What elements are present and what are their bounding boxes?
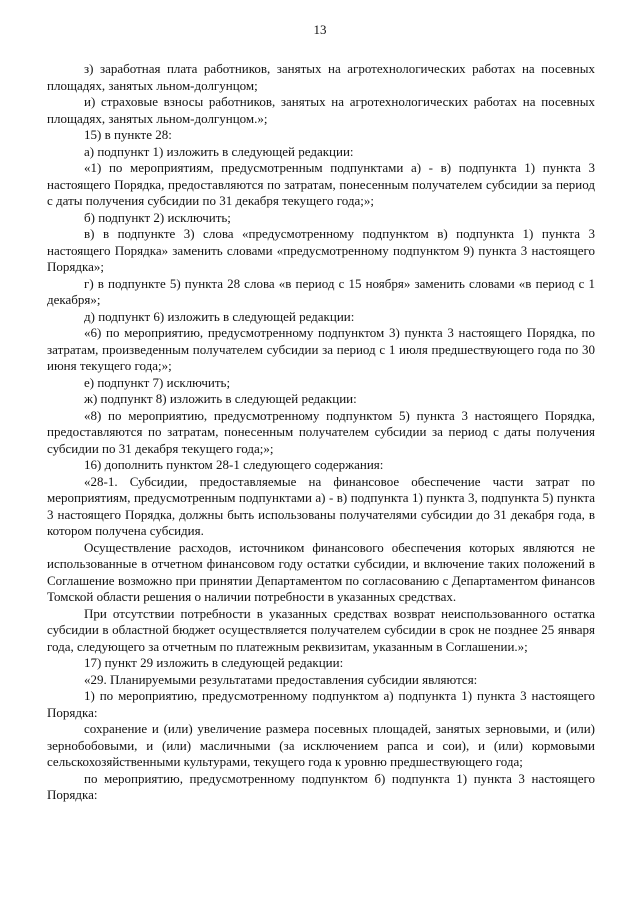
- paragraph-15a: а) подпункт 1) изложить в следующей редакции:: [84, 143, 354, 159]
- paragraph-28-1: «1) по мероприятиям, предусмотренным подпунктами а) - в) подпункта 1) пункта 3 настоящего Порядка, предоставляются по затратам, понесенным получателем субсидии за период с даты получения субсидии по 31 декабря текущего года;»;: [47, 160, 595, 208]
- paragraph-z: з) заработная плата работников, занятых на агротехнологических работах на посевных площадях, занятых льном-долгунцом;: [47, 61, 595, 93]
- paragraph-15v: в) в подпункте 3) слова «предусмотренному подпунктом в) подпункта 1) пункта 3 настоящего Порядка» заменить словами «предусмотренному подпунктом 9) пункта 3 настоящего Порядка»;: [47, 226, 595, 274]
- paragraph-item-17: 17) пункт 29 изложить в следующей редакции:: [84, 655, 344, 670]
- paragraph-item-16: 16) дополнить пунктом 28-1 следующего содержания:: [84, 457, 384, 472]
- page-number: 13: [313, 22, 327, 37]
- paragraph-result-b: по мероприятию, предусмотренному подпунктом б) подпункта 1) пункта 3 настоящего Порядка:: [47, 770, 595, 802]
- paragraph-28-8: «8) по мероприятию, предусмотренному подпунктом 5) пункта 3 настоящего Порядка, предоставляются по затратам, понесенным получателем субсидии за период с даты получения субсидии по 31 декабря текущего года;»;: [47, 407, 595, 456]
- paragraph-result-a: сохранение и (или) увеличение размера посевных площадей, занятых зерновыми, и (или) зернобобовыми, и (или) масличными (за исключением рапса и сои), и (или) кормовыми сельскохозяйственными культурами, текущего года к уровню предшествующего года;: [47, 721, 595, 769]
- paragraph-expenses: Осуществление расходов, источником финансового обеспечения которых являются не использованные в отчетном финансовом году остатки субсидии, и включение таких положений в Соглашение возможно при принятии Департаментом по согласованию с Департаментом финансов Томской области решения о наличии потребности в указанных средствах.: [47, 539, 595, 604]
- paragraph-i: и) страховые взносы работников, занятых на агротехнологических работах на посевных площадях, занятых льном-долгунцом.»;: [47, 94, 595, 126]
- paragraph-28-6: «6) по мероприятию, предусмотренному подпунктом 3) пункта 3 настоящего Порядка, по затратам, произведенным получателем субсидии за период с 1 июля предшествующего года по 30 июня текущего года;»;: [47, 325, 595, 373]
- paragraph-29-1: 1) по мероприятию, предусмотренному подпунктом а) подпункта 1) пункта 3 настоящего Порядка:: [47, 688, 595, 720]
- paragraph-15e: е) подпункт 7) исключить;: [84, 374, 231, 390]
- paragraph-refund: При отсутствии потребности в указанных средствах возврат неиспользованного остатка субсидии в областной бюджет осуществляется получателем субсидии в срок не позднее 25 января года, следующего за отчетным по платежным реквизитам, указанным в Соглашении.»;: [47, 605, 595, 654]
- paragraph-15zh: ж) подпункт 8) изложить в следующей редакции:: [84, 391, 357, 406]
- paragraph-29: «29. Планируемыми результатами предоставления субсидии являются:: [84, 671, 478, 687]
- paragraph-item-15: 15) в пункте 28:: [84, 127, 172, 142]
- document-body: [47, 61, 595, 804]
- paragraph-15d: д) подпункт 6) изложить в следующей редакции:: [84, 308, 355, 324]
- paragraph-15g: г) в подпункте 5) пункта 28 слова «в период с 15 ноября» заменить словами «в период с 1 декабря»;: [47, 275, 595, 307]
- paragraph-15b: б) подпункт 2) исключить;: [84, 209, 231, 225]
- paragraph-28-1-text: «28-1. Субсидии, предоставляемые на финансовое обеспечение части затрат по мероприятиям, предусмотренным подпунктами а) - в) подпункта 1) пункта 3, подпункта 5) пункта 3 настоящего Порядка, должны быть использованы получателями субсидии до 31 декабря года, в котором получена субсидия.: [47, 473, 595, 538]
